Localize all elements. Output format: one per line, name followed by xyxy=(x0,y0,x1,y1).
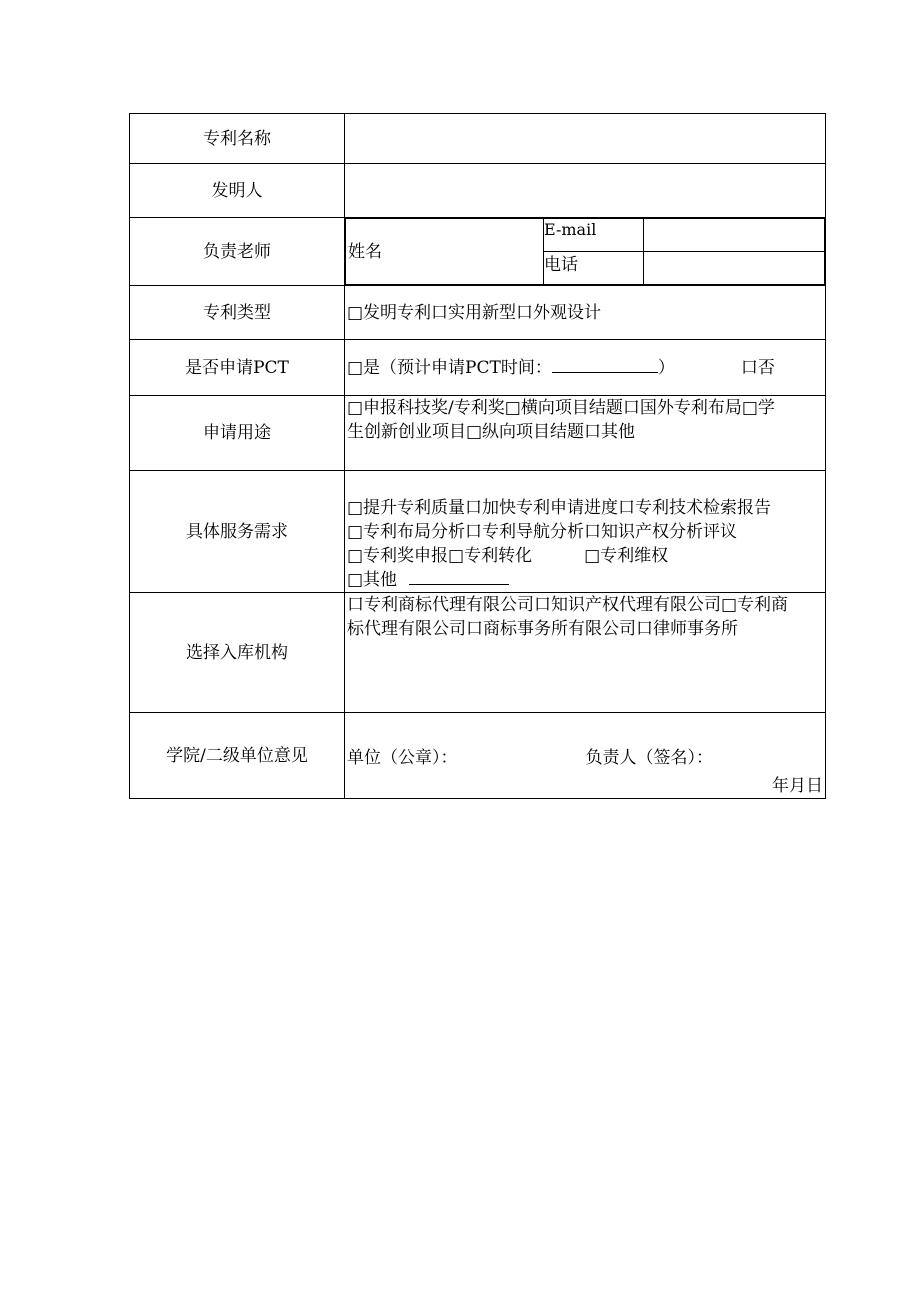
purpose-label: 申请用途 xyxy=(130,396,345,471)
purpose-options[interactable] xyxy=(345,396,826,471)
opinion-unit-seal: 单位（公章）： xyxy=(347,748,458,768)
service-other-blank[interactable] xyxy=(409,568,509,585)
pct-options xyxy=(345,340,826,396)
pct-label: 是否申请PCT xyxy=(130,340,345,396)
phone-field[interactable] xyxy=(644,252,825,285)
row-service xyxy=(130,471,826,593)
pct-yes-option[interactable]: □是（预计申请PCT时间： xyxy=(347,357,552,378)
pct-no-option[interactable]: 口否 xyxy=(740,357,775,378)
teacher-name-label: 姓名 xyxy=(348,241,382,262)
pct-yes-close: ） xyxy=(657,357,675,378)
row-pct xyxy=(130,340,826,396)
agency-line-2: 标代理有限公司口商标事务所有限公司口律师事务所 xyxy=(347,619,738,639)
teacher-subtable xyxy=(345,218,825,285)
inventor-field[interactable] xyxy=(345,164,826,218)
opinion-date: 年月日 xyxy=(772,776,823,796)
patent-type-options[interactable]: □发明专利口实用新型口外观设计 xyxy=(345,286,826,340)
row-inventor xyxy=(130,164,826,218)
patent-name-label: 专利名称 xyxy=(130,114,345,164)
pct-date-blank[interactable] xyxy=(552,356,658,373)
patent-name-field[interactable] xyxy=(345,114,826,164)
agency-label: 选择入库机构 xyxy=(130,593,345,713)
purpose-line-1: □申报科技奖/专利奖□横向项目结题口国外专利布局□学 xyxy=(347,398,775,418)
agency-line-1: 口专利商标代理有限公司口知识产权代理有限公司□专利商 xyxy=(347,595,789,615)
patent-type-label: 专利类型 xyxy=(130,286,345,340)
service-label: 具体服务需求 xyxy=(130,471,345,593)
opinion-label: 学院/二级单位意见 xyxy=(130,713,345,799)
teacher-detail-cell xyxy=(345,218,826,286)
opinion-signer: 负责人（签名）： xyxy=(585,748,713,768)
teacher-name-field[interactable] xyxy=(346,219,544,285)
row-patent-name xyxy=(130,114,826,164)
service-line-3a: □专利奖申报□专利转化 xyxy=(347,546,533,566)
inventor-label: 发明人 xyxy=(130,164,345,218)
service-other-option: □其他 xyxy=(347,570,398,590)
service-line-3 xyxy=(347,544,825,568)
service-line-2: □专利布局分析口专利导航分析口知识产权分析评议 xyxy=(347,522,738,542)
row-patent-type xyxy=(130,286,826,340)
teacher-label: 负责老师 xyxy=(130,218,345,286)
service-line-3b: □专利维权 xyxy=(584,546,669,566)
email-label: E-mail xyxy=(544,219,644,252)
service-line-1: □提升专利质量口加快专利申请进度口专利技术检索报告 xyxy=(347,498,772,518)
purpose-line-2: 生创新创业项目□纵向项目结题口其他 xyxy=(347,422,636,442)
service-line-4 xyxy=(347,568,825,592)
agency-options[interactable] xyxy=(345,593,826,713)
patent-application-form xyxy=(129,113,826,799)
opinion-field[interactable] xyxy=(345,713,826,799)
row-purpose xyxy=(130,396,826,471)
opinion-sign-line xyxy=(347,746,825,770)
email-field[interactable] xyxy=(644,219,825,252)
row-teacher xyxy=(130,218,826,286)
row-opinion xyxy=(130,713,826,799)
phone-label: 电话 xyxy=(544,252,644,285)
service-options[interactable] xyxy=(345,471,826,593)
row-agency xyxy=(130,593,826,713)
